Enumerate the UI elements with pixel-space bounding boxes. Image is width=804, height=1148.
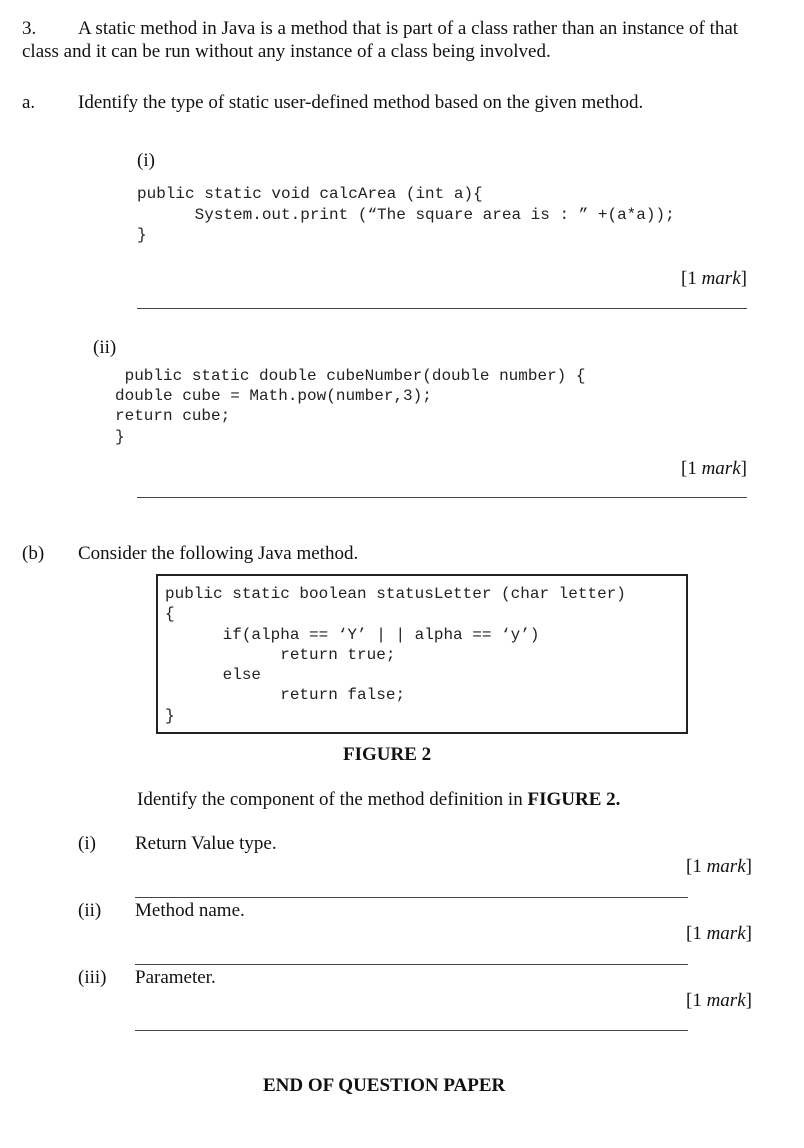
answer-line xyxy=(135,1030,688,1031)
code-line: return false; xyxy=(165,686,406,704)
part-b-item-label: (ii) xyxy=(78,900,102,921)
part-b-item-text: Method name. xyxy=(135,900,245,921)
identify-prompt: Identify the component of the method definition in FIGURE 2. xyxy=(137,789,621,810)
answer-line xyxy=(135,964,688,965)
code-line: } xyxy=(165,707,175,725)
code-line: return cube; xyxy=(115,407,231,425)
question-intro-line2: class and it can be run without any instance of a class being involved. xyxy=(22,41,551,62)
part-b-prompt: Consider the following Java method. xyxy=(78,543,359,564)
part-a-label: a. xyxy=(22,92,36,113)
part-a-sub-ii-label: (ii) xyxy=(93,337,117,358)
code-line: public static double cubeNumber(double number) { xyxy=(115,367,586,385)
part-b-item-label: (i) xyxy=(78,833,96,854)
question-number: 3. xyxy=(22,18,37,39)
answer-line xyxy=(135,897,688,898)
mark-label: [1 mark] xyxy=(681,268,747,289)
answer-line xyxy=(137,308,747,309)
code-line: public static boolean statusLetter (char letter) xyxy=(165,585,626,603)
mark-label: [1 mark] xyxy=(681,458,747,479)
part-b-item-text: Return Value type. xyxy=(135,833,277,854)
question-intro-line1: A static method in Java is a method that is part of a class rather than an instance of that xyxy=(78,18,739,39)
code-line: System.out.print (“The square area is : ” +(a*a)); xyxy=(137,206,675,224)
part-a-sub-i-label: (i) xyxy=(137,150,155,171)
code-line: if(alpha == ‘Y’ | | alpha == ‘y’) xyxy=(165,626,540,644)
mark-label: [1 mark] xyxy=(686,990,752,1011)
answer-line xyxy=(137,497,747,498)
code-line: public static void calcArea (int a){ xyxy=(137,185,483,203)
mark-label: [1 mark] xyxy=(686,923,752,944)
code-line: double cube = Math.pow(number,3); xyxy=(115,387,432,405)
code-line: } xyxy=(137,226,147,244)
code-line: { xyxy=(165,605,175,623)
mark-label: [1 mark] xyxy=(686,856,752,877)
code-line: return true; xyxy=(165,646,396,664)
figure-caption: FIGURE 2 xyxy=(343,744,432,765)
end-of-paper: END OF QUESTION PAPER xyxy=(263,1075,506,1096)
code-line: else xyxy=(165,666,262,684)
part-b-item-label: (iii) xyxy=(78,967,107,988)
code-line: } xyxy=(115,428,125,446)
part-a-prompt: Identify the type of static user-defined method based on the given method. xyxy=(78,92,644,113)
part-b-label: (b) xyxy=(22,543,45,564)
part-b-item-text: Parameter. xyxy=(135,967,216,988)
